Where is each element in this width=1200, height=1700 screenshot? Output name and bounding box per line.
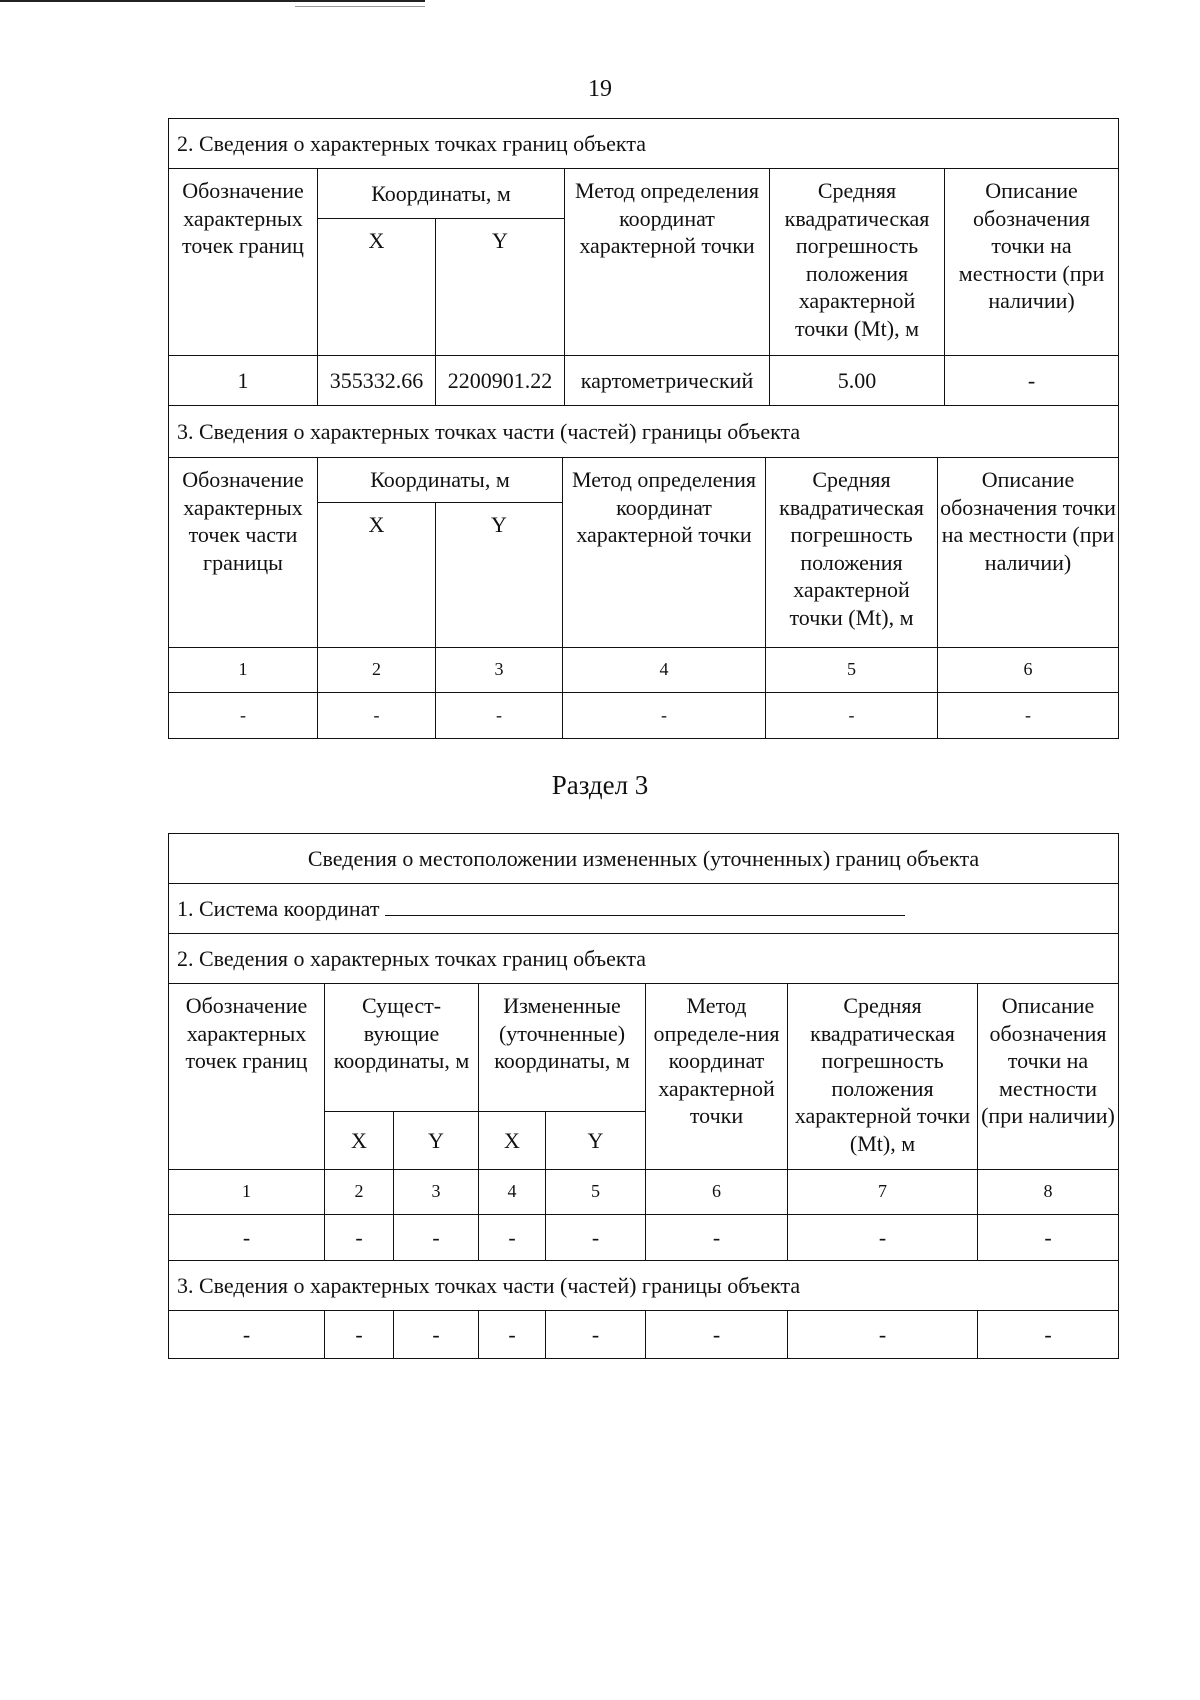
x-header: X [318,219,436,356]
coordinate-system-blank [385,895,905,916]
empty-cell: - [938,693,1119,739]
existing-coordinates-header: Сущест-вующие координаты, м [325,984,479,1112]
row-description: - [945,356,1119,406]
empty-cell: - [563,693,766,739]
changed-error-header: Средняя квадратическая погрешность положения характерной точки (Mt), м [788,984,978,1170]
column-number: 3 [394,1170,479,1215]
table2-title: 3. Сведения о характерных точках части (частей) границы объекта [169,406,1119,458]
point-designation-header: Обозначение характерных точек границ [169,169,318,356]
description-header: Описание обозначения точки на местности (при наличии) [945,169,1119,356]
coordinates-header: Координаты, м [318,169,565,219]
part-error-header: Средняя квадратическая погрешность положения характерной точки (Mt), м [766,458,938,648]
existing-y-header: Y [394,1112,479,1170]
empty-cell: - [646,1311,788,1359]
empty-cell: - [169,1215,325,1261]
empty-cell: - [318,693,436,739]
column-number: 5 [766,648,938,693]
column-number: 6 [938,648,1119,693]
empty-cell: - [394,1215,479,1261]
empty-cell: - [325,1215,394,1261]
row-y: 2200901.22 [436,356,565,406]
table3-heading: Сведения о местоположении измененных (уточненных) границ объекта [169,834,1119,884]
column-number: 2 [325,1170,394,1215]
error-header: Средняя квадратическая погрешность положения характерной точки (Mt), м [770,169,945,356]
empty-cell: - [479,1215,546,1261]
empty-cell: - [394,1311,479,1359]
row-error: 5.00 [770,356,945,406]
column-number: 3 [436,648,563,693]
column-number: 1 [169,1170,325,1215]
row-point: 1 [169,356,318,406]
column-number: 5 [546,1170,646,1215]
changed-boundaries-table [168,833,1119,1359]
coordinate-system-label: 1. Система координат [177,895,380,921]
changed-x-header: X [479,1112,546,1170]
top-rule [0,0,425,2]
empty-cell: - [766,693,938,739]
column-number: 4 [563,648,766,693]
empty-cell: - [436,693,563,739]
boundary-points-table [168,118,1119,406]
row-x: 355332.66 [318,356,436,406]
changed-point-designation-header: Обозначение характерных точек границ [169,984,325,1170]
empty-cell: - [479,1311,546,1359]
changed-method-header: Метод определе-ния координат характерной точки [646,984,788,1170]
column-number: 7 [788,1170,978,1215]
changed-coordinates-header: Измененные (уточненные) координаты, м [479,984,646,1112]
coordinate-system-row [169,884,1119,934]
row-method: картометрический [565,356,770,406]
column-number: 1 [169,648,318,693]
empty-cell: - [788,1215,978,1261]
column-number: 2 [318,648,436,693]
part-description-header: Описание обозначения точки на местности (при наличии) [938,458,1119,648]
table1-title: 2. Сведения о характерных точках границ объекта [169,119,1119,169]
empty-cell: - [169,1311,325,1359]
existing-x-header: X [325,1112,394,1170]
changed-y-header: Y [546,1112,646,1170]
column-number: 4 [479,1170,546,1215]
part-coordinates-header: Координаты, м [318,458,563,503]
column-number: 8 [978,1170,1119,1215]
changed-description-header: Описание обозначения точки на местности (при наличии) [978,984,1119,1170]
top-rule-faint [295,6,425,7]
y-header: Y [436,219,565,356]
empty-cell: - [978,1215,1119,1261]
part-method-header: Метод определения координат характерной точки [563,458,766,648]
empty-cell: - [646,1215,788,1261]
column-number: 6 [646,1170,788,1215]
empty-cell: - [978,1311,1119,1359]
empty-cell: - [546,1215,646,1261]
empty-cell: - [546,1311,646,1359]
table3-subtitle: 3. Сведения о характерных точках части (частей) границы объекта [169,1261,1119,1311]
method-header: Метод определения координат характерной точки [565,169,770,356]
part-x-header: X [318,503,436,648]
empty-cell: - [169,693,318,739]
page-number: 19 [588,76,612,102]
section-title: Раздел 3 [551,770,649,800]
part-boundary-points-table [168,405,1119,739]
part-y-header: Y [436,503,563,648]
empty-cell: - [325,1311,394,1359]
part-point-designation-header: Обозначение характерных точек части границы [169,458,318,648]
empty-cell: - [788,1311,978,1359]
table3-title: 2. Сведения о характерных точках границ объекта [169,934,1119,984]
